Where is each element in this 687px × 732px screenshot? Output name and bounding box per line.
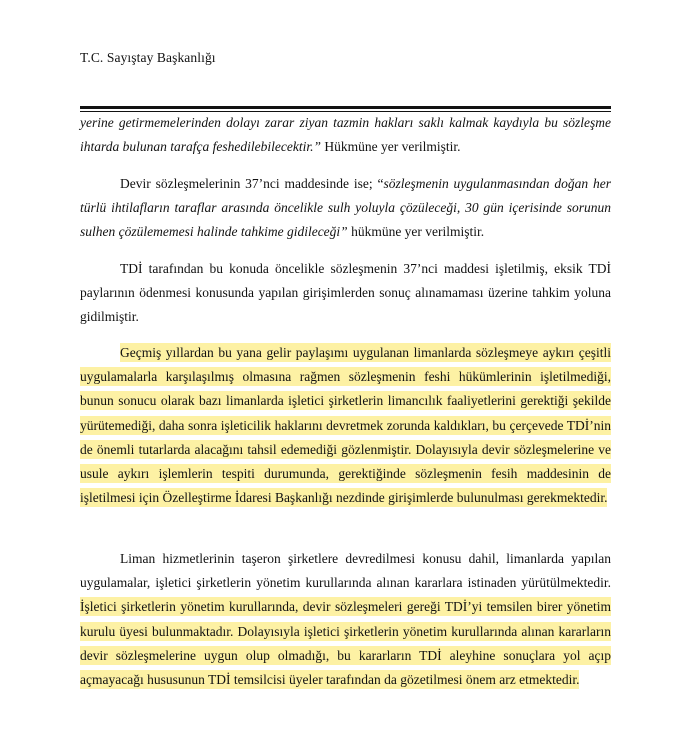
highlighted-text: Geçmiş yıllardan bu yana gelir paylaşımı uygulanan limanlarda sözleşmeye aykırı çeşitli uygulamalarla karşılaşılmış olmasına rağmen sözleşmenin feshi hükümlerinin işletilmediği, bunun sonucu olarak bazı limanlarda işletici şirketlerin limancılık faaliyetlerini gerektiği şekilde yürütemediği, daha sonra işleticilik haklarını devretmek zorunda kaldıkları, bu çerçevede TDİ’nin de önemli tutarlarda alacağını tahsil edemediği gözlenmiştir. Dolayısıyla devir sözleşmelerine ve usule aykırı işlemlerin tespiti durumunda, gerektiğinde sözleşmenin fesih maddesinin de işletilmesi için Özelleştirme İdaresi Başkanlığı nezdinde girişimlerde bulunulması gerekmektedir.	[80, 345, 611, 506]
paragraph-3-text: TDİ tarafından bu konuda öncelikle sözleşmenin 37’nci maddesi işletilmiş, eksik TDİ paylarının ödenmesi konusunda yapılan girişimlerden sonuç alınamaması üzerine tahkim yoluna gidilmiştir.	[80, 261, 611, 325]
paragraph-1-tail: Hükmüne yer verilmiştir.	[320, 139, 461, 155]
paragraph-1-quote: yerine getirmemelerinden dolayı zarar ziyan tazmin hakları saklı kalmak kaydıyla bu sözleşme ihtarda bulunan tarafça feshedilebilecektir.”	[80, 115, 611, 155]
paragraph-1	[80, 111, 611, 159]
paragraph-2-lead: Devir sözleşmelerinin 37’nci maddesinde ise; “	[120, 176, 384, 191]
paragraph-2-quote: sözleşmenin uygulanmasından doğan her türlü ihtilafların taraflar arasında öncelikle sulh yoluyla çözüleceği, 30 gün içerisinde sorunun sulhen çözülememesi halinde tahkime gidileceği”	[80, 176, 612, 240]
paragraph-2	[80, 172, 611, 245]
header-rule-thick	[80, 106, 611, 109]
paragraph-2-tail: hükmüne yer verilmiştir.	[347, 224, 485, 240]
highlighted-text: İşletici şirketlerin yönetim kurullarında, devir sözleşmeleri gereği TDİ’yi temsilen birer yönetim kurulu üyesi bulunmaktadır. Dolayısıyla işletici şirketlerin yönetim kurullarında alınan kararların devir sözleşmelerine uygun olup olmadığı, bu kararların TDİ aleyhine sonuçlara yol açıp açmayacağı hususunun TDİ temsilcisi üyeler tarafından da gözetilmesi önem arz etmektedir.	[80, 599, 611, 688]
page-header-title: T.C. Sayıştay Başkanlığı	[80, 50, 216, 65]
paragraph-5-plain: Liman hizmetlerinin taşeron şirketlere devredilmesi konusu dahil, limanlarda yapılan uygulamalar, işletici şirketlerin yönetim kurullarında alınan kararlara istinaden yürütülmektedir.	[80, 551, 611, 591]
paragraph-3	[80, 257, 611, 330]
paragraph-4-highlighted	[80, 341, 611, 510]
paragraph-5	[80, 547, 611, 692]
